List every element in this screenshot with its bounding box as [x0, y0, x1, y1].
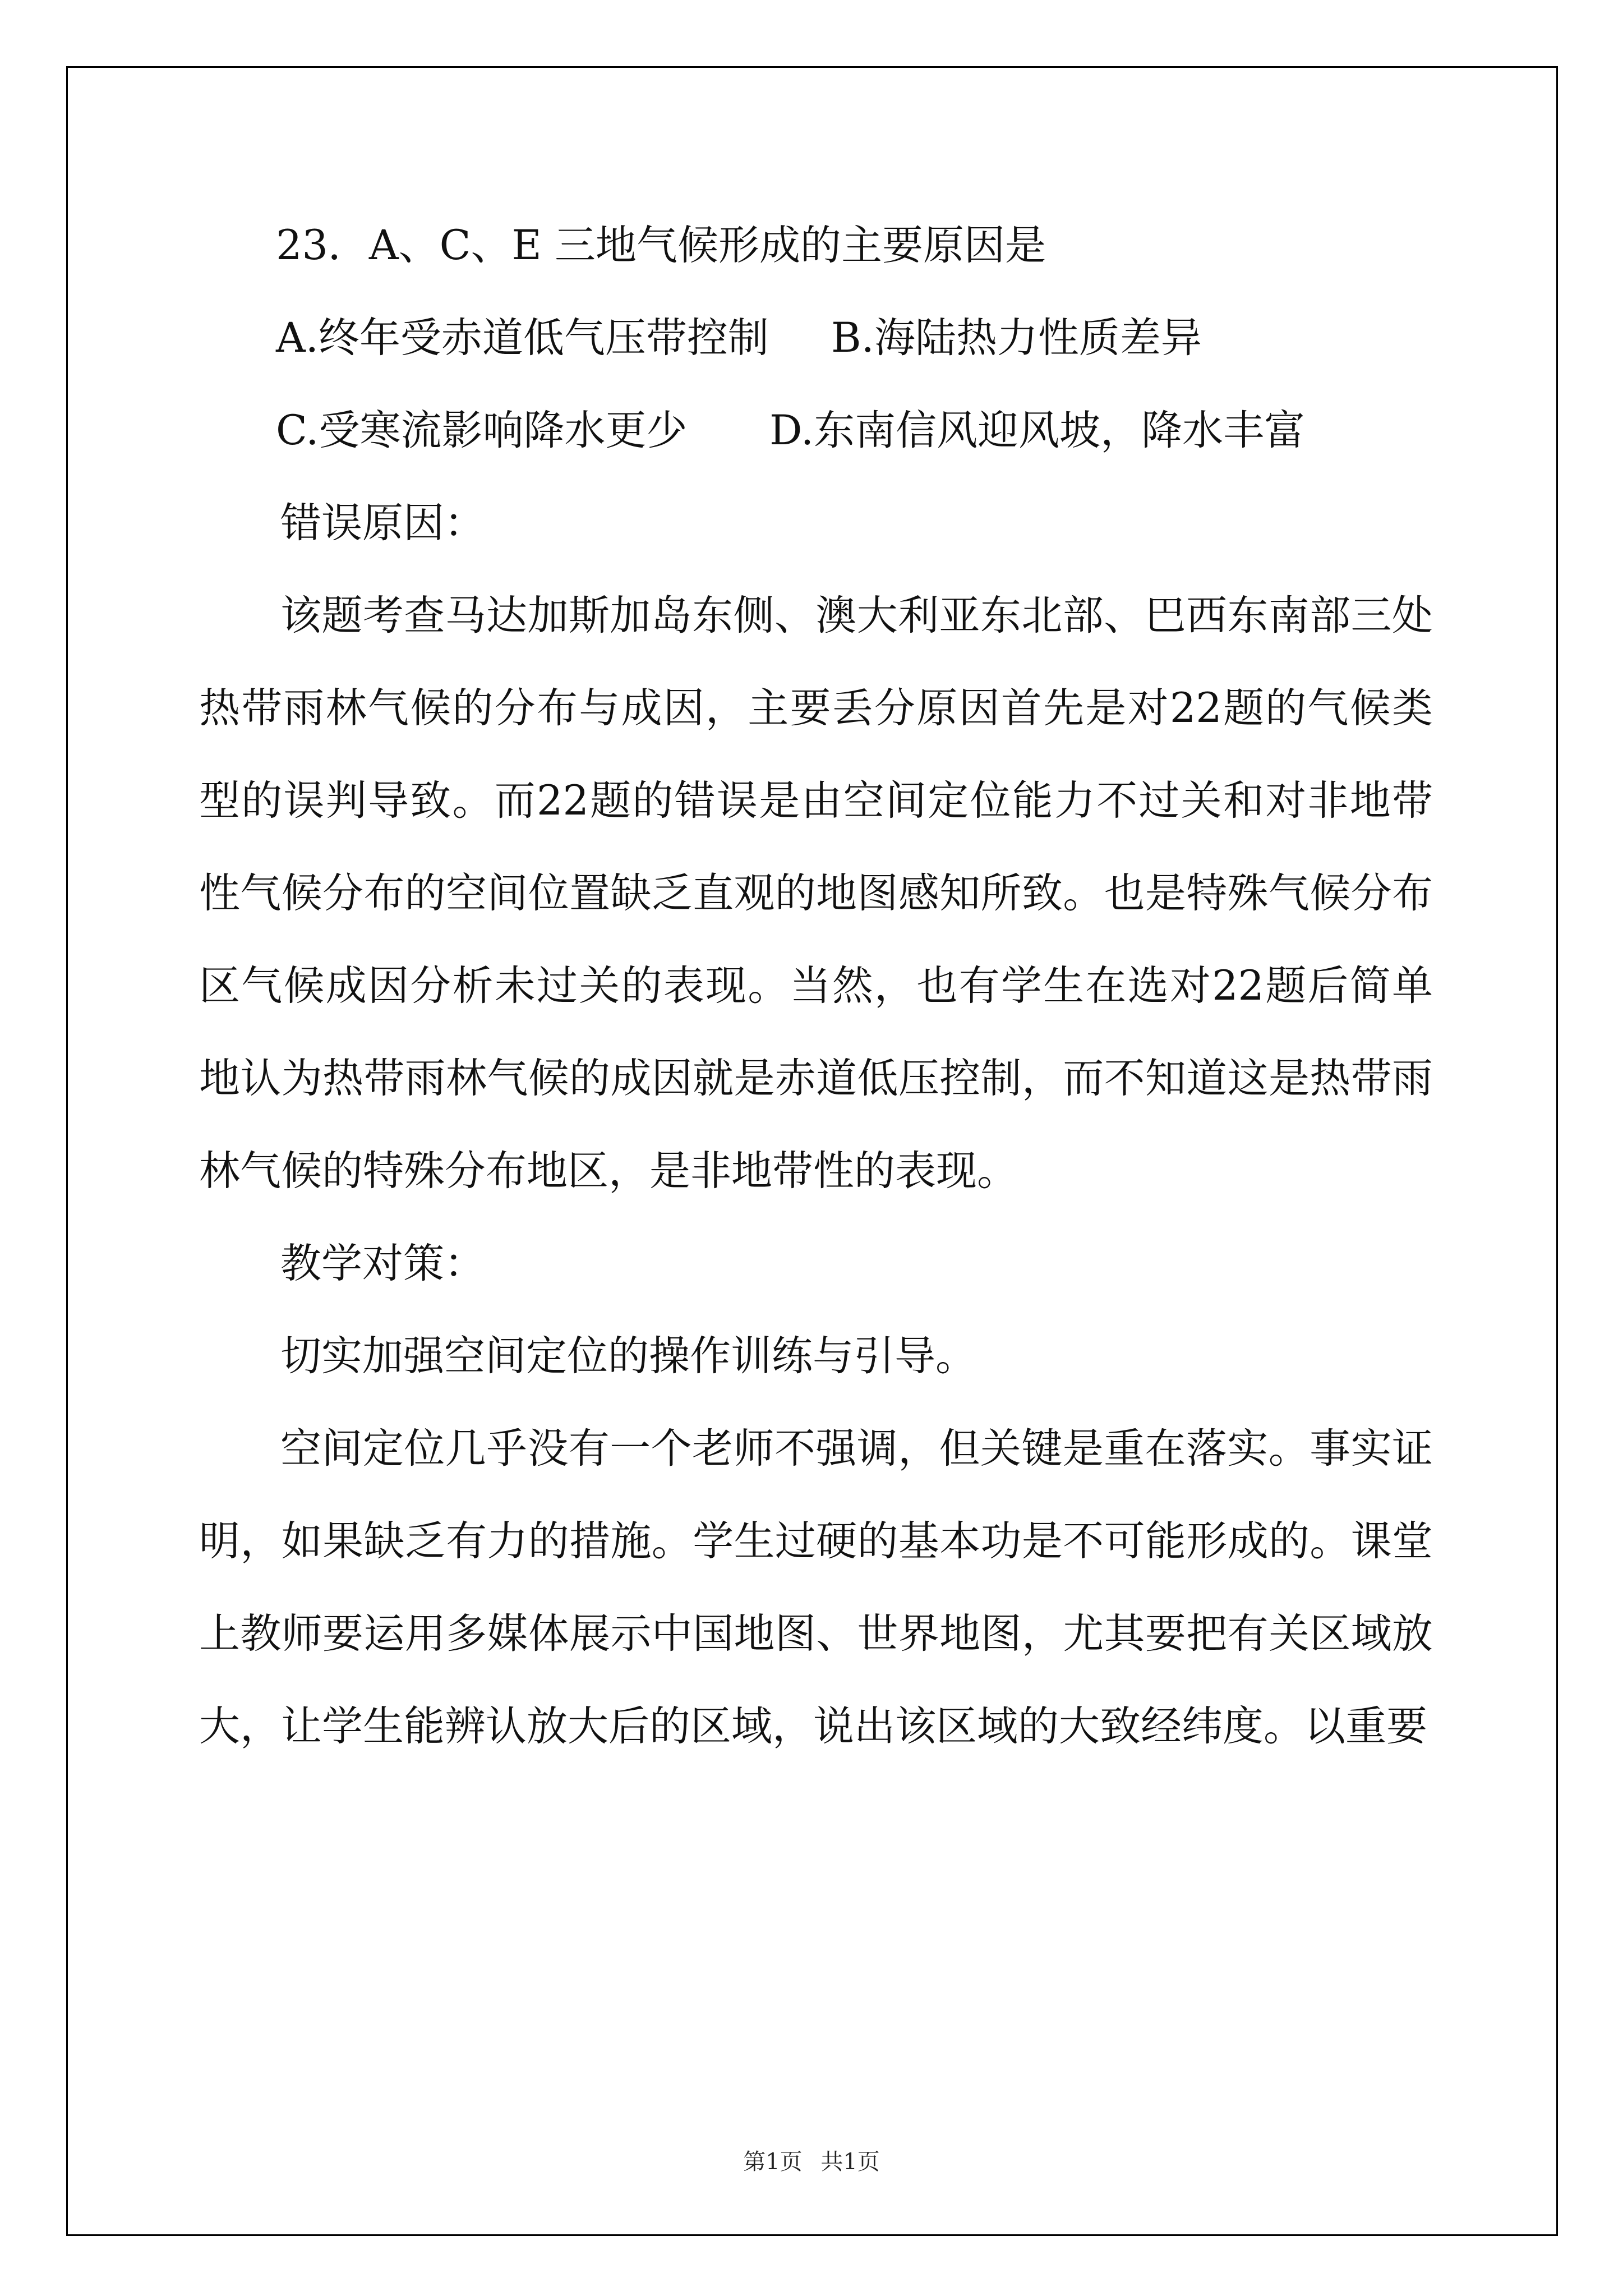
page-total: 共1页	[820, 2149, 880, 2175]
option-a: A.终年受赤道低气压带控制	[276, 314, 769, 362]
options-row-1	[199, 292, 1433, 384]
document-body	[199, 199, 1433, 1773]
option-c: C.受寒流影响降水更少	[276, 407, 688, 454]
teaching-strategy-point: 切实加强空间定位的操作训练与引导。	[280, 1332, 976, 1380]
teaching-strategy-label: 教学对策：	[280, 1240, 485, 1287]
error-cause-label: 错误原因：	[280, 499, 485, 547]
question-title: 23．A、C、E 三地气候形成的主要原因是	[276, 222, 1046, 269]
page-footer	[0, 2144, 1623, 2176]
option-d: D.东南信风迎风坡，降水丰富	[769, 407, 1306, 454]
teaching-strategy-paragraph: 空间定位几乎没有一个老师不强调，但关键是重在落实。事实证明，如果缺乏有力的措施。学生过硬的基本功是不可能形成的。课堂上教师要运用多媒体展示中国地图、世界地图，尤其要把有关区域放大，让学生能辨认放大后的区域，说出该区域的大致经纬度。以重要	[199, 1425, 1433, 1750]
page-number: 第1页	[743, 2149, 803, 2175]
options-row-2	[199, 384, 1433, 477]
error-cause-paragraph: 该题考查马达加斯加岛东侧、澳大利亚东北部、巴西东南部三处热带雨林气候的分布与成因，主要丢分原因首先是对22题的气候类型的误判导致。而22题的错误是由空间定位能力不过关和对非地带性气候分布的空间位置缺乏直观的地图感知所致。也是特殊气候分布区气候成因分析未过关的表现。当然，也有学生在选对22题后简单地认为热带雨林气候的成因就是赤道低压控制，而不知道这是热带雨林气候的特殊分布地区，是非地带性的表现。	[199, 592, 1433, 1195]
option-b: B.海陆热力性质差异	[831, 314, 1202, 362]
